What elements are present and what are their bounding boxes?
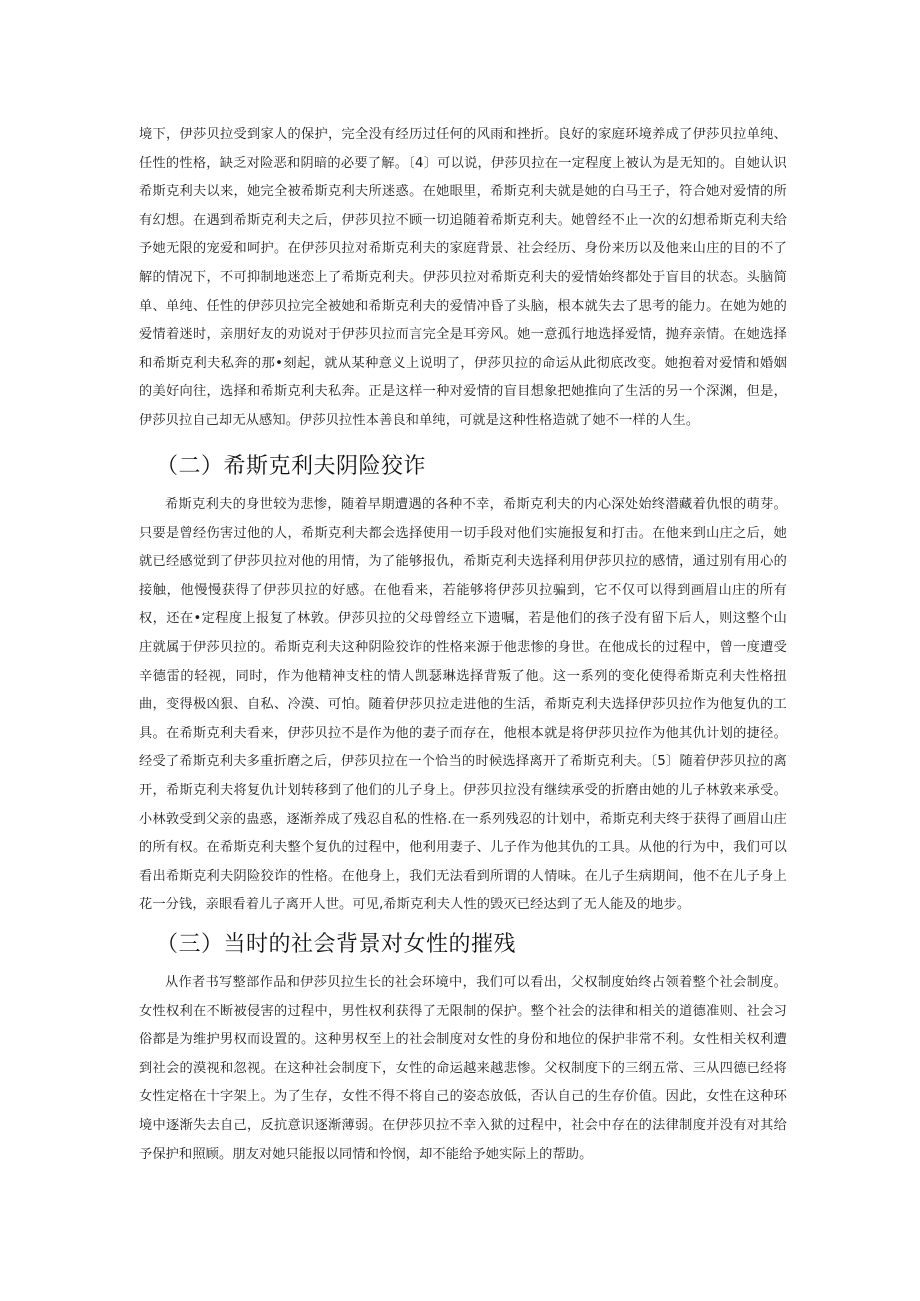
paragraph-isabella-character: 境下，伊莎贝拉受到家人的保护，完全没有经历过任何的风雨和挫折。良好的家庭环境养成了伊莎贝拉单纯、任性的性格，缺乏对险恶和阴暗的必要了解。〔4〕可以说，伊莎贝拉在一定程度上被认为是无知的。自她认识希斯克利夫以来，她完全被希斯克利夫所迷惑。在她眼里，希斯克利夫就是她的白马王子，符合她对爱情的所有幻想。在遇到希斯克利夫之后，伊莎贝拉不顾一切追随着希斯克利夫。她曾经不止一次的幻想希斯克利夫给予她无限的宠爱和呵护。在伊莎贝拉对希斯克利夫的家庭背景、社会经历、身份来历以及他来山庄的目的不了解的情况下，不可抑制地迷恋上了希斯克利夫。伊莎贝拉对希斯克利夫的爱情始终都处于盲目的状态。头脑简单、单纯、任性的伊莎贝拉完全被她和希斯克利夫的爱情冲昏了头脑，根本就失去了思考的能力。在她为她的爱情着迷时，亲朋好友的劝说对于伊莎贝拉而言完全是耳旁风。她一意孤行地选择爱情，抛弃亲情。在她选择和希斯克利夫私奔的那•刻起，就从某种意义上说明了，伊莎贝拉的命运从此彻底改变。她抱着对爱情和婚姻的美好向往，选择和希斯克利夫私奔。正是这样一种对爱情的盲目想象把她推向了生活的另一个深渊，但是，伊莎贝拉自己却无从感知。伊莎贝拉性本善良和单纯，可就是这种性格造就了她不一样的人生。 <box>139 127 787 428</box>
section-heading-social-background: （三）当时的社会背景对女性的摧残 <box>156 932 517 957</box>
paragraph-heathcliff-character: 希斯克利夫的身世较为悲惨，随着早期遭遇的各种不幸，希斯克利夫的内心深处始终潜藏着仇恨的萌芽。只要是曾经伤害过他的人，希斯克利夫都会选择使用一切手段对他们实施报复和打击。在他来到山庄之后，她就已经感觉到了伊莎贝拉对他的用情，为了能够报仇，希斯克利夫选择利用伊莎贝拉的感情，通过别有用心的接触，他慢慢获得了伊莎贝拉的好感。在他看来，若能够将伊莎贝拉骗到，它不仅可以得到画眉山庄的所有权，还在•定程度上报复了林敦。伊莎贝拉的父母曾经立下遗嘱，若是他们的孩子没有留下后人，则这整个山庄就属于伊莎贝拉的。希斯克利夫这种阴险狡诈的性格来源于他悲惨的身世。在他成长的过程中，曾一度遭受辛德雷的轻视，同时，作为他精神支柱的情人凯瑟琳选择背叛了他。这一系列的变化使得希斯克利夫性格扭曲，变得极凶狠、自私、冷漠、可怕。随着伊莎贝拉走进他的生活，希斯克利夫选择伊莎贝拉作为他复仇的工具。在希斯克利夫看来，伊莎贝拉不是作为他的妻子而存在，他根本就是将伊莎贝拉作为他其仇计划的捷径。经受了希斯克利夫多重折磨之后，伊莎贝拉在一个恰当的时候选择离开了希斯克利夫。〔5〕随着伊莎贝拉的离开，希斯克利夫将复仇计划转移到了他们的儿子身上。伊莎贝拉没有继续承受的折磨由她的儿子林敦来承受。小林敦受到父亲的蛊惑，逐渐养成了残忍自私的性格.在一系列残忍的计划中，希斯克利夫终于获得了画眉山庄的所有权。在希斯克利夫整个复仇的过程中，他利用妻子、儿子作为他其仇的工具。从他的行为中，我们可以看出希斯克利夫阴险狡诈的性格。在他身上，我们无法看到所谓的人情味。在儿子生病期间，他不在儿子身上花一分钱，亲眼看着儿子离开人世。可见,希斯克利夫人性的毁灭已经达到了无人能及的地步。 <box>139 497 787 913</box>
paragraph-social-background: 从作者书写整部作品和伊莎贝拉生长的社会环境中，我们可以看出，父权制度始终占领着整个社会制度。女性权利在不断被侵害的过程中，男性权利获得了无限制的保护。整个社会的法律和相关的道德准则、社会习俗都是为维护男权而设置的。这种男权至上的社会制度对女性的身份和地位的保护非常不利。女性相关权利遭到社会的漠视和忽视。在这种社会制度下，女性的命运越来越悲惨。父权制度下的三纲五常、三从四德已经将女性定格在十字架上。为了生存，女性不得不将自己的姿态放低，否认自己的生存价值。因此，女性在这种环境中逐渐失去自己，反抗意识逐渐薄弱。在伊莎贝拉不幸入狱的过程中，社会中存在的法律制度并没有对其给予保护和照顾。朋友对她只能报以同情和怜悯，却不能给予她实际上的帮助。 <box>139 975 787 1162</box>
section-heading-heathcliff: （二）希斯克利夫阴险狡诈 <box>156 454 427 479</box>
